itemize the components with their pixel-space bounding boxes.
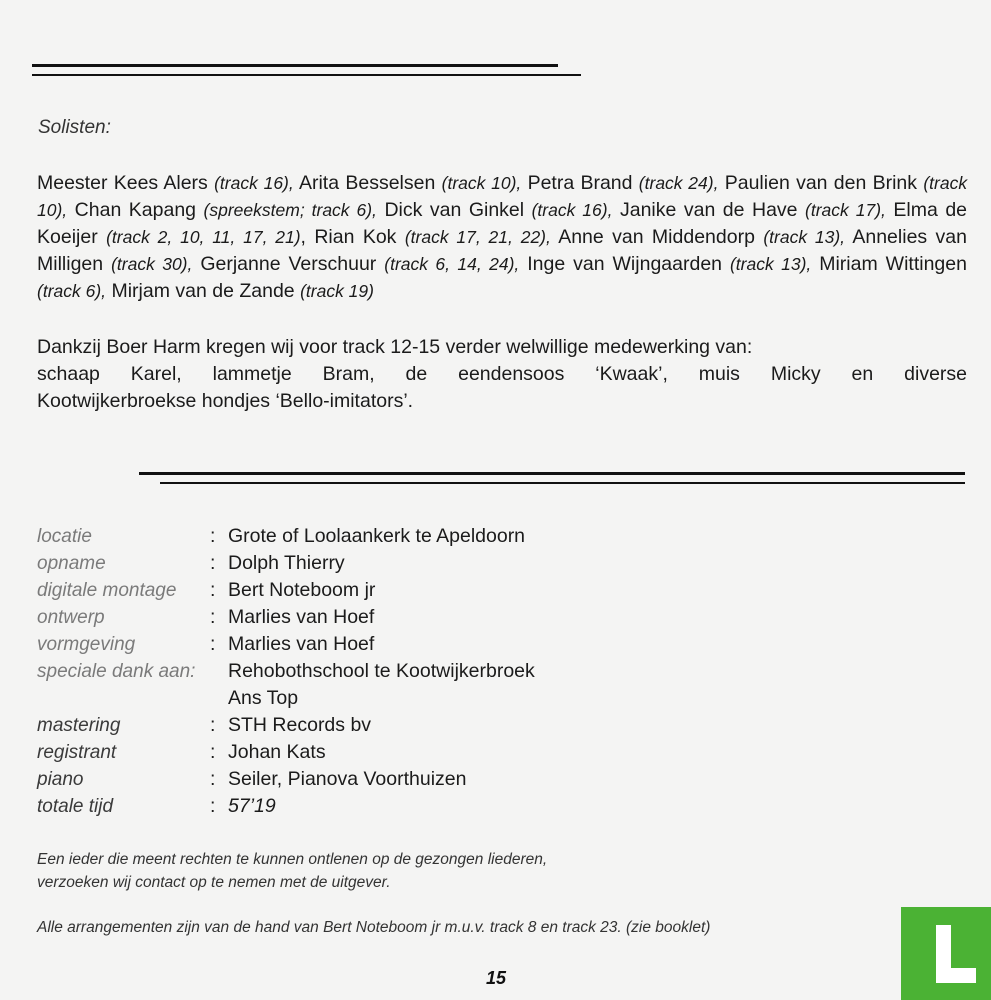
credits-list — [37, 525, 737, 822]
soloist-tracks: (track 24), — [638, 173, 719, 193]
credit-value: 57’19 — [228, 795, 276, 817]
credit-separator: : — [210, 714, 216, 736]
credit-separator: : — [210, 579, 216, 601]
page-number: 15 — [486, 968, 507, 988]
soloist-name: Paulien van den Brink — [724, 172, 918, 194]
credit-label: totale tijd — [37, 796, 114, 817]
credit-row-locatie — [37, 525, 737, 552]
soloist-name: Meester Kees Alers — [37, 172, 208, 194]
soloist-name: Janike van de Have — [619, 199, 798, 221]
credit-separator: : — [210, 606, 216, 628]
credit-row-piano — [37, 768, 737, 795]
rights-note-line: verzoeken wij contact op te nemen met de uitgever. — [37, 874, 391, 891]
soloist-name: Anne van Middendorp — [558, 226, 755, 248]
credit-label: opname — [37, 553, 106, 574]
credit-value: Bert Noteboom jr — [228, 579, 376, 601]
credit-row-registrant — [37, 741, 737, 768]
soloist-name: Elma de Koeijer — [37, 199, 968, 248]
soloist-name: Petra Brand — [527, 172, 633, 194]
soloist-name: Annelies van Milligen — [37, 226, 967, 275]
soloists-paragraph — [37, 170, 967, 305]
credit-value: Grote of Loolaankerk te Apeldoorn — [228, 525, 526, 547]
soloist-name: Arita Besselsen — [298, 172, 436, 194]
thanks-paragraph — [37, 334, 967, 415]
credit-value: STH Records bv — [228, 714, 372, 736]
arrangements-note: Alle arrangementen zijn van de hand van Bert Noteboom jr m.u.v. track 8 en track 23. (zie booklet) — [37, 919, 711, 936]
credit-label: ontwerp — [37, 607, 105, 628]
credit-value: Dolph Thierry — [228, 552, 345, 574]
soloist-name: Chan Kapang — [74, 199, 197, 221]
credit-value: Marlies van Hoef — [228, 633, 375, 655]
green-l-logo — [901, 907, 991, 1000]
soloist-tracks: (spreekstem; track 6), — [203, 200, 377, 220]
credit-row-totale-tijd — [37, 795, 737, 822]
thanks-line: schaap Karel, lammetje Bram, de eendensoos ‘Kwaak’, muis Micky en diverse — [37, 363, 967, 385]
credit-row-vormgeving — [37, 633, 737, 660]
credit-label: locatie — [37, 526, 92, 547]
credit-separator: : — [210, 795, 216, 817]
credit-row-digitale-montage — [37, 579, 737, 606]
top-rule-lower — [32, 74, 581, 76]
soloist-tracks: (track 19) — [300, 281, 374, 301]
credit-row-speciale-dank-cont — [37, 687, 737, 714]
thanks-line: Dankzij Boer Harm kregen wij voor track 12-15 verder welwillige medewerking van: — [37, 336, 753, 358]
soloist-name: Dick van Ginkel — [384, 199, 525, 221]
credit-value: Ans Top — [228, 687, 299, 709]
soloist-name: , Rian Kok — [300, 226, 397, 248]
soloist-name: Mirjam van de Zande — [111, 280, 295, 302]
soloist-tracks: (track 2, 10, 11, 17, 21) — [106, 227, 301, 247]
soloist-tracks: (track 16), — [214, 173, 294, 193]
credit-separator: : — [210, 768, 216, 790]
soloist-tracks: (track 17), — [805, 200, 886, 220]
credit-value: Seiler, Pianova Voorthuizen — [228, 768, 467, 790]
soloist-tracks: (track 13), — [729, 254, 812, 274]
credit-separator: : — [210, 741, 216, 763]
credit-label: speciale dank aan: — [37, 661, 196, 682]
credit-separator: : — [210, 525, 216, 547]
middle-rule-lower — [160, 482, 965, 484]
soloist-tracks: (track 10), — [37, 173, 968, 220]
credit-separator: : — [210, 633, 216, 655]
logo-l-foot — [936, 968, 976, 983]
soloist-tracks: (track 17, 21, 22), — [404, 227, 551, 247]
credit-value: Marlies van Hoef — [228, 606, 375, 628]
soloist-name: Inge van Wijngaarden — [527, 253, 723, 275]
credit-label: registrant — [37, 742, 117, 763]
rights-note-line: Een ieder die meent rechten te kunnen ontlenen op de gezongen liederen, — [37, 851, 548, 868]
thanks-line: Kootwijkerbroekse hondjes ‘Bello-imitators’. — [37, 390, 414, 412]
soloist-tracks: (track 6, 14, 24), — [384, 254, 520, 274]
middle-rule-upper — [139, 472, 965, 475]
soloist-tracks: (track 30), — [111, 254, 193, 274]
soloist-name: Gerjanne Verschuur — [200, 253, 377, 275]
soloist-tracks: (track 6), — [37, 281, 107, 301]
credit-label: mastering — [37, 715, 121, 736]
soloist-tracks: (track 10), — [441, 173, 522, 193]
credit-row-opname — [37, 552, 737, 579]
credit-value: Johan Kats — [228, 741, 326, 763]
credit-separator: : — [210, 552, 216, 574]
soloist-tracks: (track 13), — [763, 227, 846, 247]
credit-label: vormgeving — [37, 634, 136, 655]
credit-label: digitale montage — [37, 580, 177, 601]
credit-value: Rehobothschool te Kootwijkerbroek — [228, 660, 535, 682]
soloist-tracks: (track 16), — [531, 200, 613, 220]
rights-note — [37, 848, 937, 894]
top-rule-upper — [32, 64, 558, 67]
soloist-name: Miriam Wittingen — [819, 253, 967, 275]
credit-row-ontwerp — [37, 606, 737, 633]
soloists-heading: Solisten: — [38, 117, 111, 138]
credit-row-speciale-dank — [37, 660, 737, 687]
credit-row-mastering — [37, 714, 737, 741]
credit-label: piano — [37, 769, 84, 790]
